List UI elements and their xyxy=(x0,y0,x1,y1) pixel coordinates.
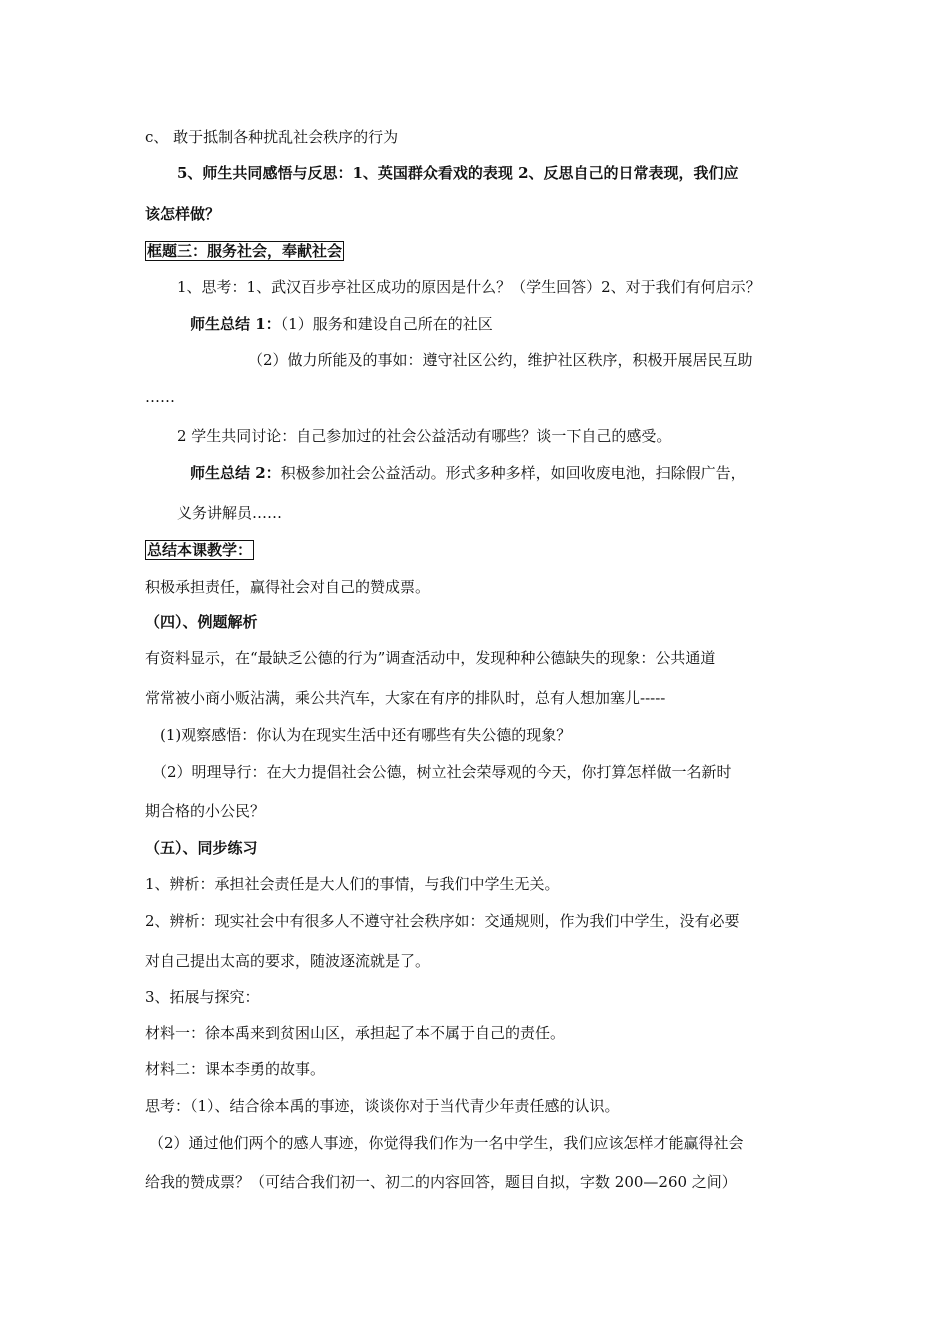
lesson-summary-heading xyxy=(145,540,254,560)
example-analysis-heading: （四）、例题解析 xyxy=(145,613,258,631)
lesson-summary-title: 总结本课教学： xyxy=(147,541,253,559)
lesson-summary-text: 积极承担责任，赢得社会对自己的赞成票。 xyxy=(145,578,431,596)
summary-one-label: 师生总结 1： xyxy=(190,315,281,333)
practice-item-three: 3、拓展与探究： xyxy=(145,988,260,1006)
item-c-text: c、 敢于抵制各种扰乱社会秩序的行为 xyxy=(145,128,399,146)
example-question-one: (1)观察感悟：你认为在现实生活中还有哪些有失公德的现象？ xyxy=(160,726,572,744)
example-text-line2: 常常被小商小贩沾满，乘公共汽车，大家在有序的排队时，总有人想加塞儿----- xyxy=(145,689,666,707)
reflection-heading-line1: 5、师生共同感悟与反思：1、英国群众看戏的表现 2、反思自己的日常表现，我们应 xyxy=(177,164,739,182)
example-question-two-line1: （2）明理导行：在大力提倡社会公德，树立社会荣辱观的今天，你打算怎样做一名新时 xyxy=(152,763,732,781)
think-question-two-line2: 给我的赞成票？（可结合我们初一、初二的内容回答，题目自拟，字数 200—260 之间） xyxy=(145,1173,737,1191)
summary-two-line xyxy=(190,463,746,483)
think-question-one: 思考：（1）、结合徐本禹的事迹，谈谈你对于当代青少年责任感的认识。 xyxy=(145,1097,620,1115)
section-three-heading xyxy=(145,241,344,261)
summary-one-line xyxy=(190,314,493,334)
practice-item-two-line2: 对自己提出太高的要求，随波逐流就是了。 xyxy=(145,952,431,970)
summary-one-text: （1）服务和建设自己所在的社区 xyxy=(280,315,493,333)
material-one: 材料一：徐本禹来到贫困山区，承担起了本不属于自己的责任。 xyxy=(145,1024,566,1042)
practice-heading: （五）、同步练习 xyxy=(145,839,258,857)
think-question-two-line1: （2）通过他们两个的感人事迹，你觉得我们作为一名中学生，我们应该怎样才能赢得社会 xyxy=(149,1134,744,1152)
material-two: 材料二：课本李勇的故事。 xyxy=(145,1060,326,1078)
summary-two-label: 师生总结 2： xyxy=(190,464,281,482)
summary-two-continuation: 义务讲解员…… xyxy=(177,504,283,522)
think-question-line: 1、思考：1、武汉百步亭社区成功的原因是什么？（学生回答）2、对于我们有何启示？ xyxy=(177,278,761,296)
summary-two-text: 积极参加社会公益活动。形式多种多样，如回收废电池，扫除假广告， xyxy=(280,464,746,482)
summary-one-point-two: （2）做力所能及的事如：遵守社区公约，维护社区秩序，积极开展居民互助 xyxy=(248,351,753,369)
reflection-heading-line2: 该怎样做？ xyxy=(145,205,221,223)
example-text-line1: 有资料显示，在“最缺乏公德的行为”调查活动中，发现种种公德缺失的现象：公共通道 xyxy=(145,649,716,667)
example-question-two-line2: 期合格的小公民？ xyxy=(145,802,266,820)
section-three-title: 框题三：服务社会，奉献社会 xyxy=(147,242,343,260)
practice-item-one: 1、辨析：承担社会责任是大人们的事情，与我们中学生无关。 xyxy=(145,875,560,893)
ellipsis-line: …… xyxy=(145,388,175,406)
practice-item-two-line1: 2、辨析：现实社会中有很多人不遵守社会秩序如：交通规则，作为我们中学生，没有必要 xyxy=(145,912,740,930)
discussion-line: 2 学生共同讨论：自己参加过的社会公益活动有哪些？谈一下自己的感受。 xyxy=(177,427,672,445)
